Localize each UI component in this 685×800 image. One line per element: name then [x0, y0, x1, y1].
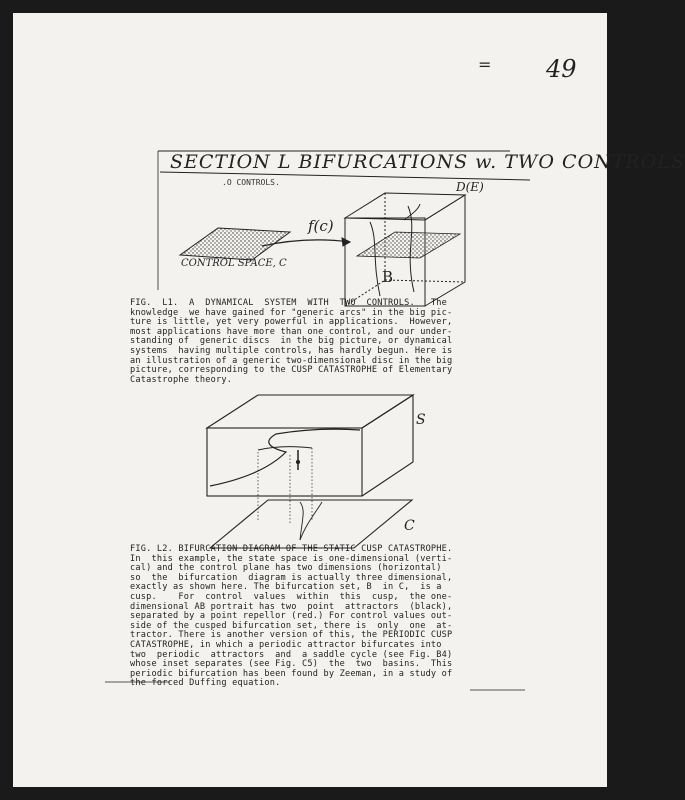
cusp-fold-curve [210, 429, 360, 486]
attractor-point [296, 460, 299, 463]
section-title: SECTION L BIFURCATIONS w. TWO CONTROLS [170, 151, 685, 173]
control-plane-label: C [404, 518, 415, 534]
section-rule-bottom [160, 172, 530, 180]
state-space-label: S [416, 412, 426, 428]
embedded-control-disc [357, 232, 460, 258]
margin-mark: = [478, 55, 492, 74]
page-number: 49 [546, 55, 577, 83]
control-space-label: CONTROL SPACE, C [181, 258, 287, 269]
map-label: f(c) [308, 217, 334, 235]
cusp-state-box [207, 395, 413, 496]
running-head: .O CONTROLS. [222, 178, 280, 187]
corner-label: D(E) [456, 180, 484, 194]
figure1-caption: FIG. L1. A DYNAMICAL SYSTEM WITH TWO CONTROLS. The knowledge we have gained for "generic arcs" in the big pic- ture is little, yet very powerful in applications. However, most applications have more than one control, and our under- standing of generic discs in the big picture, or dynamical systems having multiple controls, has hardly begun. Here is an illustration of a generic two-dimensional disc in the big picture, corresponding to the CUSP CATASTROPHE of Elementary Catastrophe theory. [130, 298, 453, 385]
control-plane [210, 500, 412, 548]
map-arrowhead [342, 238, 350, 246]
bifurcation-sheet-left [370, 222, 380, 296]
projection-lines [258, 448, 312, 525]
figure2-caption: FIG. L2. BIFURCATION DIAGRAM OF THE STATIC CUSP CATASTROPHE. In this example, the state space is one-dimensional (verti- cal) and the control plane has two dimensions (horizontal) so the bifurcation diagram is actually three dimensional, exactly as shown here. The bifurcation set, B in C, is a cusp. For control values within this cusp, the one- dimensional AB portrait has two point attractors (black), separated by a point repellor (red.) For control values out- side of the cusped bifurcation set, there is only one at- tractor. There is another version of this, the PERIODIC CUSP CATASTROPHE, in which a periodic attractor bifurcates into two periodic attractors and a saddle cycle (see Fig. B4) whose inset separates (see Fig. C5) the two basins. This periodic bifurcation has been found by Zeeman, in a study of the forced Duffing equation. [130, 544, 453, 689]
region-label: B [382, 268, 394, 286]
